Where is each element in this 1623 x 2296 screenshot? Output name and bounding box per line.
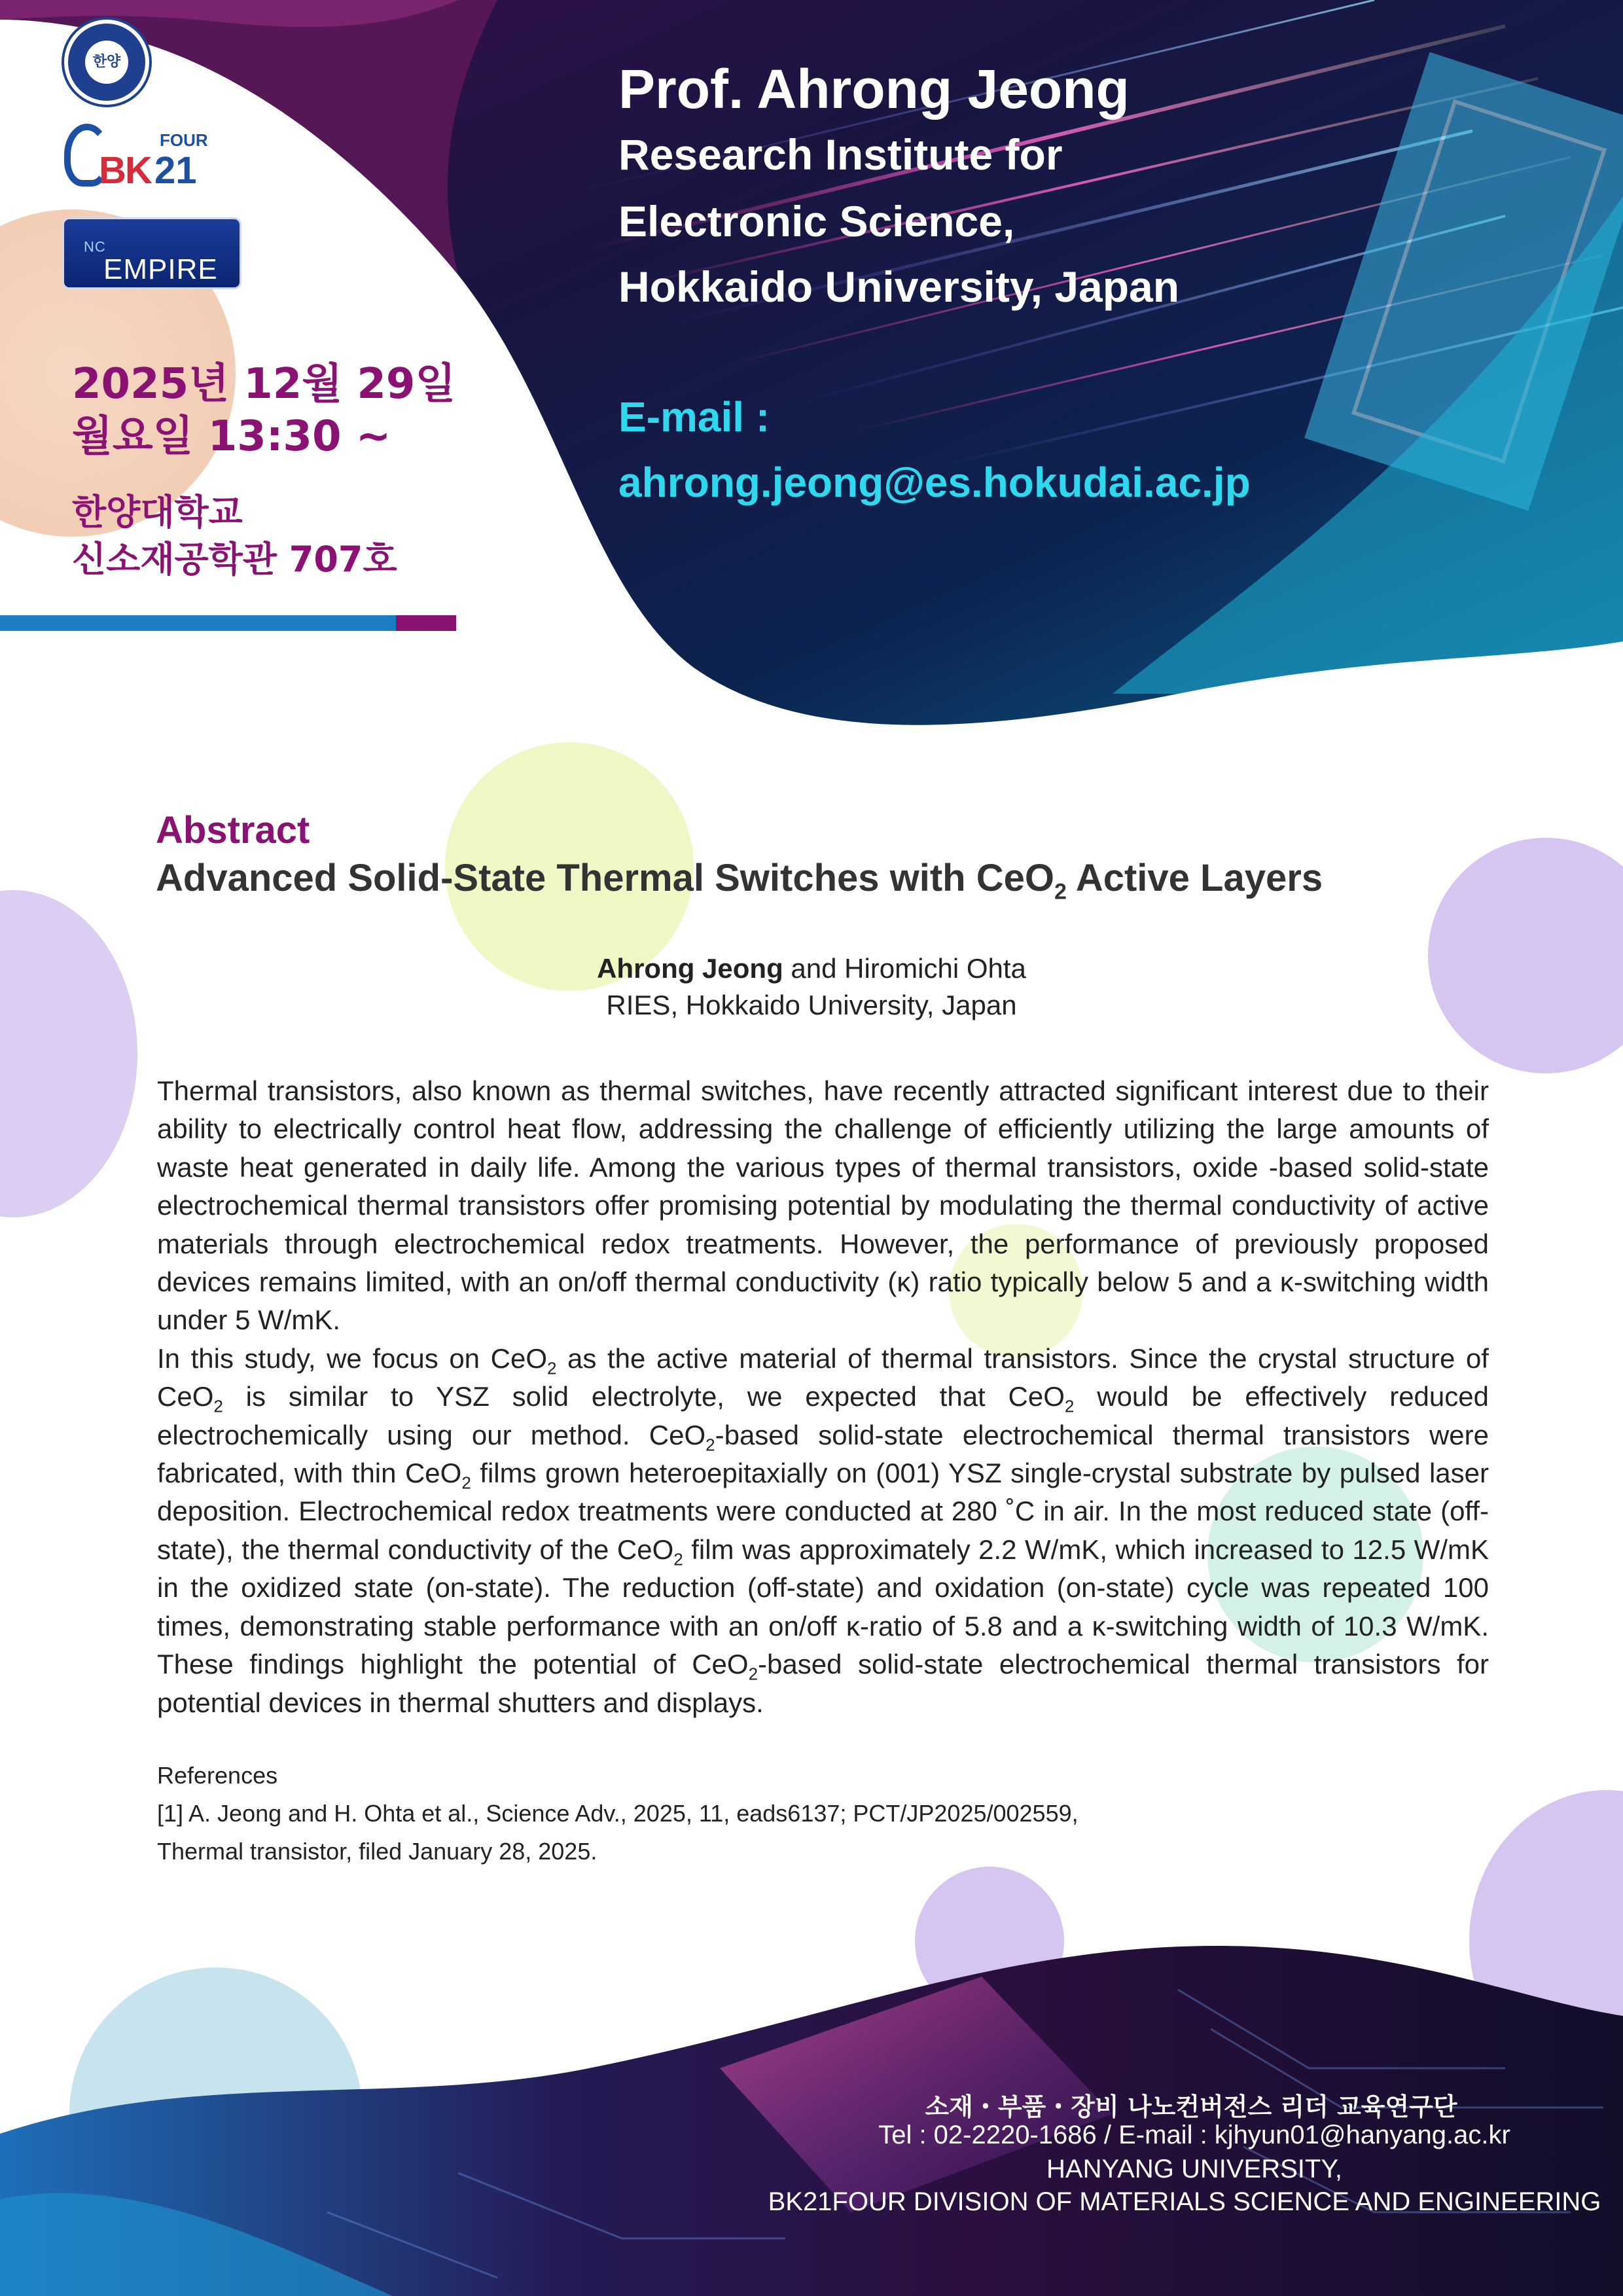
reference-1-line1: [1] A. Jeong and H. Ohta et al., Science Adv., 2025, 11, eads6137; PCT/JP2025/002559, [157,1800,1079,1827]
bk21-num-text: 21 [154,149,197,192]
speaker-affiliation-line2: Electronic Science, [618,197,1015,245]
abstract-body [157,1072,1489,1722]
speaker-email-label: E-mail : [618,393,770,440]
decor-circle-lavender-left [0,890,137,1217]
abstract-title: Advanced Solid-State Thermal Switches with CeO$_2$ Active Layers [156,857,1323,905]
speaker-name: Prof. Ahrong Jeong [618,58,1130,120]
event-day-time: 월요일 13:30 ~ [72,412,391,461]
speaker-email: ahrong.jeong@es.hokudai.ac.jp [618,459,1251,506]
abstract-authors: Ahrong Jeong and Hiromichi Ohta [597,953,1026,984]
event-date: 2025년 12월 29일 [72,360,456,408]
footer-contact: Tel : 02-2220-1686 / E-mail : kjhyun01@hanyang.ac.kr [878,2121,1510,2149]
abstract-institution: RIES, Hokkaido University, Japan [606,990,1017,1020]
divider-blue [0,615,396,631]
hanyang-university-seal-logo [64,20,149,105]
seal-center-text: 한양 [85,41,128,84]
bk21-four-logo [63,121,213,193]
empire-logo-text: EMPIRE $^{NC}$ [84,238,218,285]
reference-1-line2: Thermal transistor, filed January 28, 2025. [157,1838,597,1865]
footer-division: BK21FOUR DIVISION OF MATERIALS SCIENCE AND ENGINEERING [768,2187,1601,2216]
speaker-affiliation-line1: Research Institute for [618,130,1063,179]
references-heading: References [157,1762,278,1789]
divider-purple [396,615,456,631]
event-location-room: 신소재공학관 707호 [72,539,397,580]
footer-university: HANYANG UNIVERSITY, [1046,2155,1342,2183]
empire-nc-logo [64,219,240,287]
bk21-four-text: FOUR [160,130,208,150]
abstract-paragraph-2: In this study, we focus on CeO$_2$ as the active material of thermal transistors. Since the crystal structure of CeO$_2$ is similar to YSZ solid electrolyte, we expected that CeO$_2$ would be effectively reduced electrochemically using our method. CeO$_2$-based solid-state electrochemical thermal transistors were fabricated, with thin CeO$_2$ films grown heteroepitaxially on (001) YSZ single-crystal substrate by pulsed laser deposition. Electrochemical redox treatments were conducted at 280 ˚C in air. In the most reduced state (off-state), the thermal conductivity of the CeO$_2$ film was approximately 2.2 W/mK, which increased to 12.5 W/mK in the oxidized state (on-state). The reduction (off-state) and oxidation (on-state) cycle was repeated 100 times, demonstrating stable performance with an on/off κ-ratio of 5.8 and a κ-switching width of 10.3 W/mK. These findings highlight the potential of CeO$_2$-based solid-state electrochemical thermal transistors for potential devices in thermal shutters and displays. [157,1342,1489,1718]
event-location-university: 한양대학교 [72,492,243,533]
abstract-label: Abstract [156,809,310,852]
abstract-paragraph-1: Thermal transistors, also known as thermal switches, have recently attracted significant interest due to their ability to electrically control heat flow, addressing the challenge of efficiently utilizing the large amounts of waste heat generated in daily life. Among the various types of thermal transistors, oxide -based solid-state electrochemical thermal transistors offer promising potential by modulating the thermal conductivity of active materials through electrochemical redox treatments. However, the performance of previously proposed devices remains limited, with an on/off thermal conductivity (κ) ratio typically below 5 and a κ-switching width under 5 W/mK. [157,1075,1489,1336]
speaker-affiliation-line3: Hokkaido University, Japan [618,262,1180,311]
bk21-bk-text: BK [99,149,151,192]
footer-organization: 소재・부품・장비 나노컨버전스 리더 교육연구단 [925,2092,1457,2121]
